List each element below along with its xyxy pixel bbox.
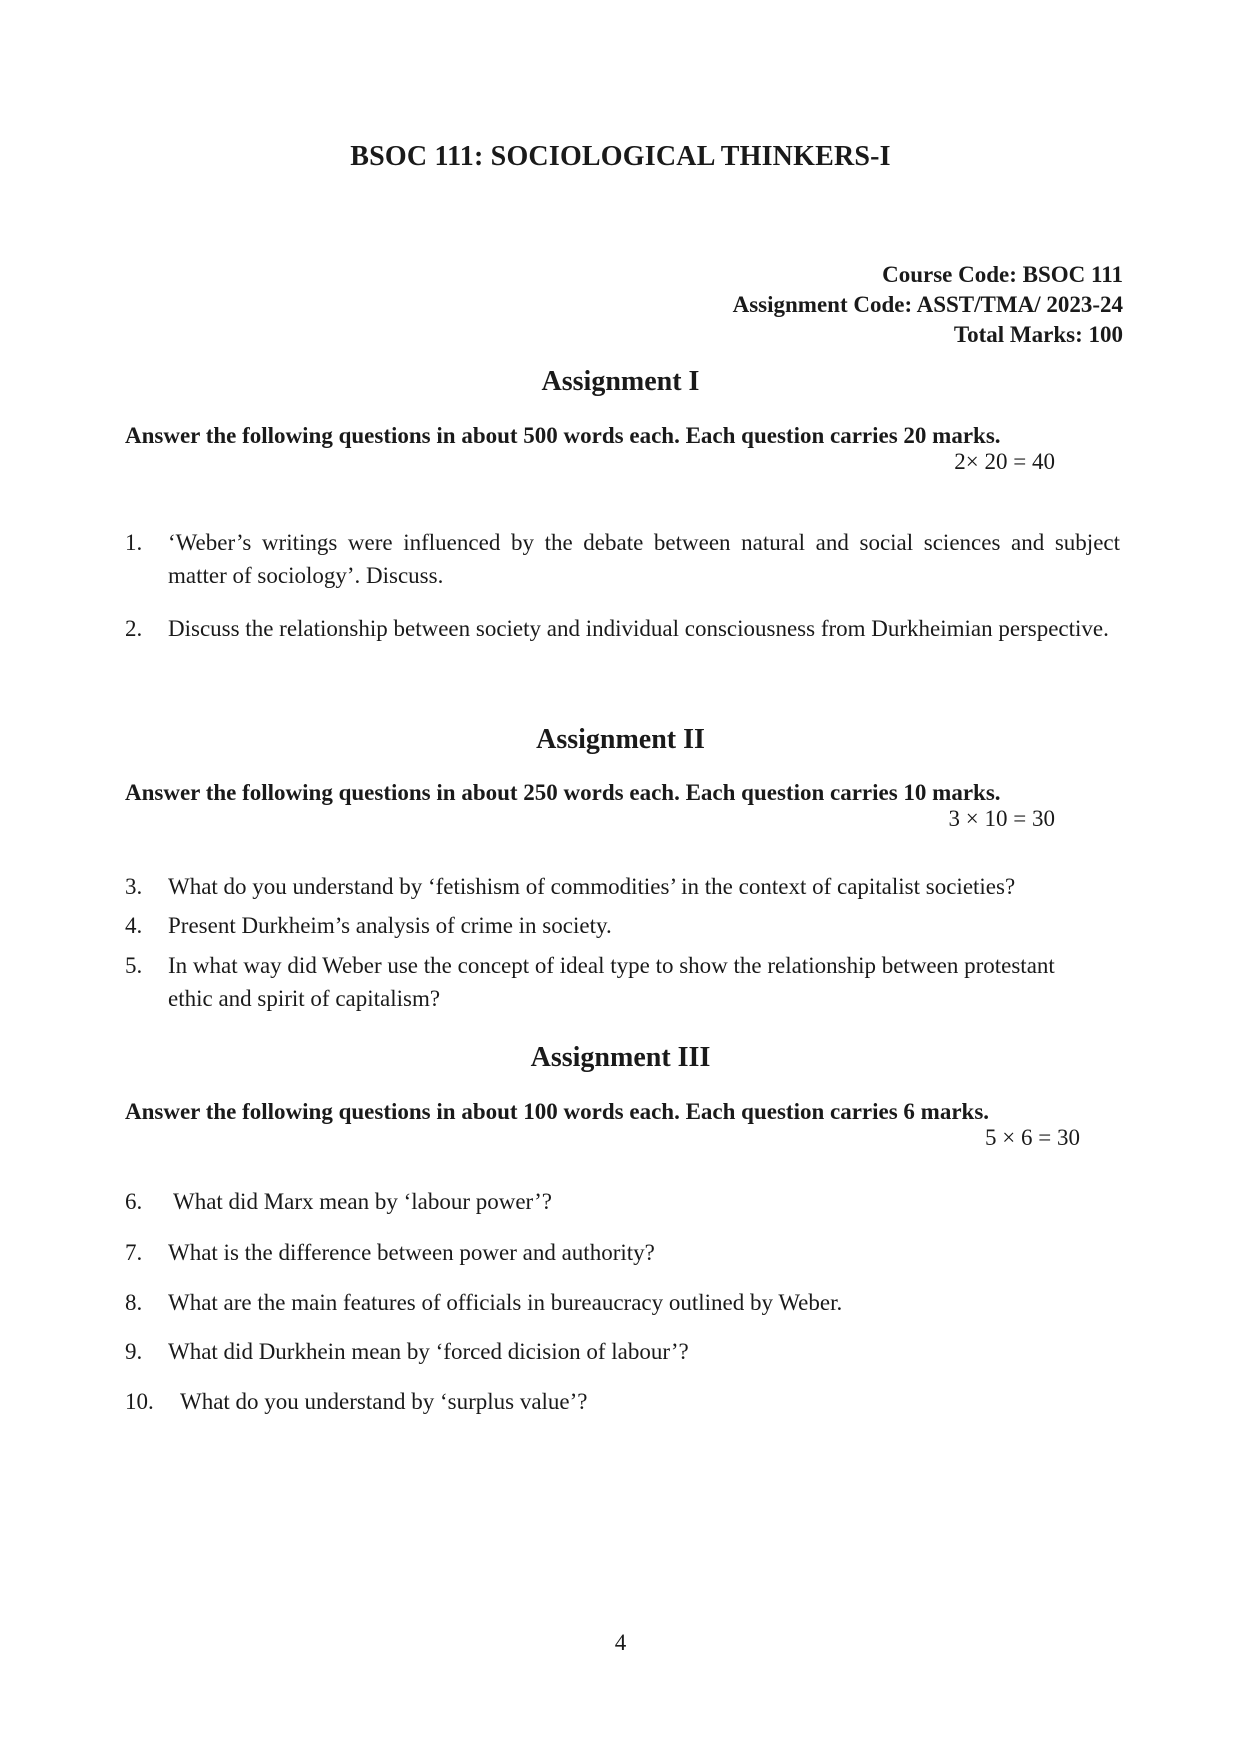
course-meta [733,260,1123,350]
section-marks-3: 5 × 6 = 30 [985,1125,1080,1150]
question-text: Discuss the relationship between society and individual consciousness from Durkheimian perspective. [168,616,1109,641]
question-number: 7. [125,1240,143,1265]
question-item [125,909,1120,942]
section-heading-assignment-2: Assignment II [536,724,705,755]
question-item [125,1385,1120,1418]
question-item [125,1185,1120,1218]
question-number: 3. [125,874,143,899]
question-item [125,612,1120,645]
section-instruction-1: Answer the following questions in about 500 words each. Each question carries 20 marks. [125,423,1001,448]
assignment-code: Assignment Code: ASST/TMA/ 2023-24 [732,292,1123,317]
section-marks-1: 2× 20 = 40 [954,449,1055,474]
page-number: 4 [614,1630,627,1655]
question-item [125,949,1085,1015]
question-text: What do you understand by ‘surplus value’? [180,1389,588,1414]
section-instruction-2: Answer the following questions in about 250 words each. Each question carries 10 marks. [125,780,1001,805]
question-number: 1. [125,530,143,555]
question-item [125,1236,1120,1269]
question-text: What did Marx mean by ‘labour power’? [173,1189,552,1214]
question-text: ‘Weber’s writings were influenced by the debate between natural and social sciences and subject matter of sociology’. Discuss. [168,530,1120,588]
question-number: 9. [125,1339,143,1364]
question-number: 5. [125,953,143,978]
question-number: 6. [125,1189,143,1214]
question-number: 10. [125,1389,154,1414]
section-marks-2: 3 × 10 = 30 [948,806,1055,831]
question-number: 2. [125,616,143,641]
section-heading-assignment-3: Assignment III [530,1042,711,1073]
question-text: What do you understand by ‘fetishism of commodities’ in the context of capitalist societies? [168,874,1016,899]
section-instruction-3: Answer the following questions in about 100 words each. Each question carries 6 marks. [125,1099,990,1124]
question-text: In what way did Weber use the concept of ideal type to show the relationship between protestant ethic and spirit of capitalism? [168,953,1055,1011]
question-text: What is the difference between power and authority? [168,1240,655,1265]
question-item [125,1286,1120,1319]
question-item [125,1335,1120,1368]
total-marks: Total Marks: 100 [953,322,1123,347]
question-text: Present Durkheim’s analysis of crime in society. [168,913,612,938]
question-item [125,526,1120,592]
section-heading-assignment-1: Assignment I [541,366,700,397]
question-text: What did Durkhein mean by ‘forced dicision of labour’? [168,1339,689,1364]
document-title: BSOC 111: SOCIOLOGICAL THINKERS-I [350,141,891,172]
question-item [125,870,1120,903]
question-number: 4. [125,913,143,938]
question-number: 8. [125,1290,143,1315]
question-text: What are the main features of officials in bureaucracy outlined by Weber. [168,1290,843,1315]
course-code: Course Code: BSOC 111 [882,262,1123,287]
